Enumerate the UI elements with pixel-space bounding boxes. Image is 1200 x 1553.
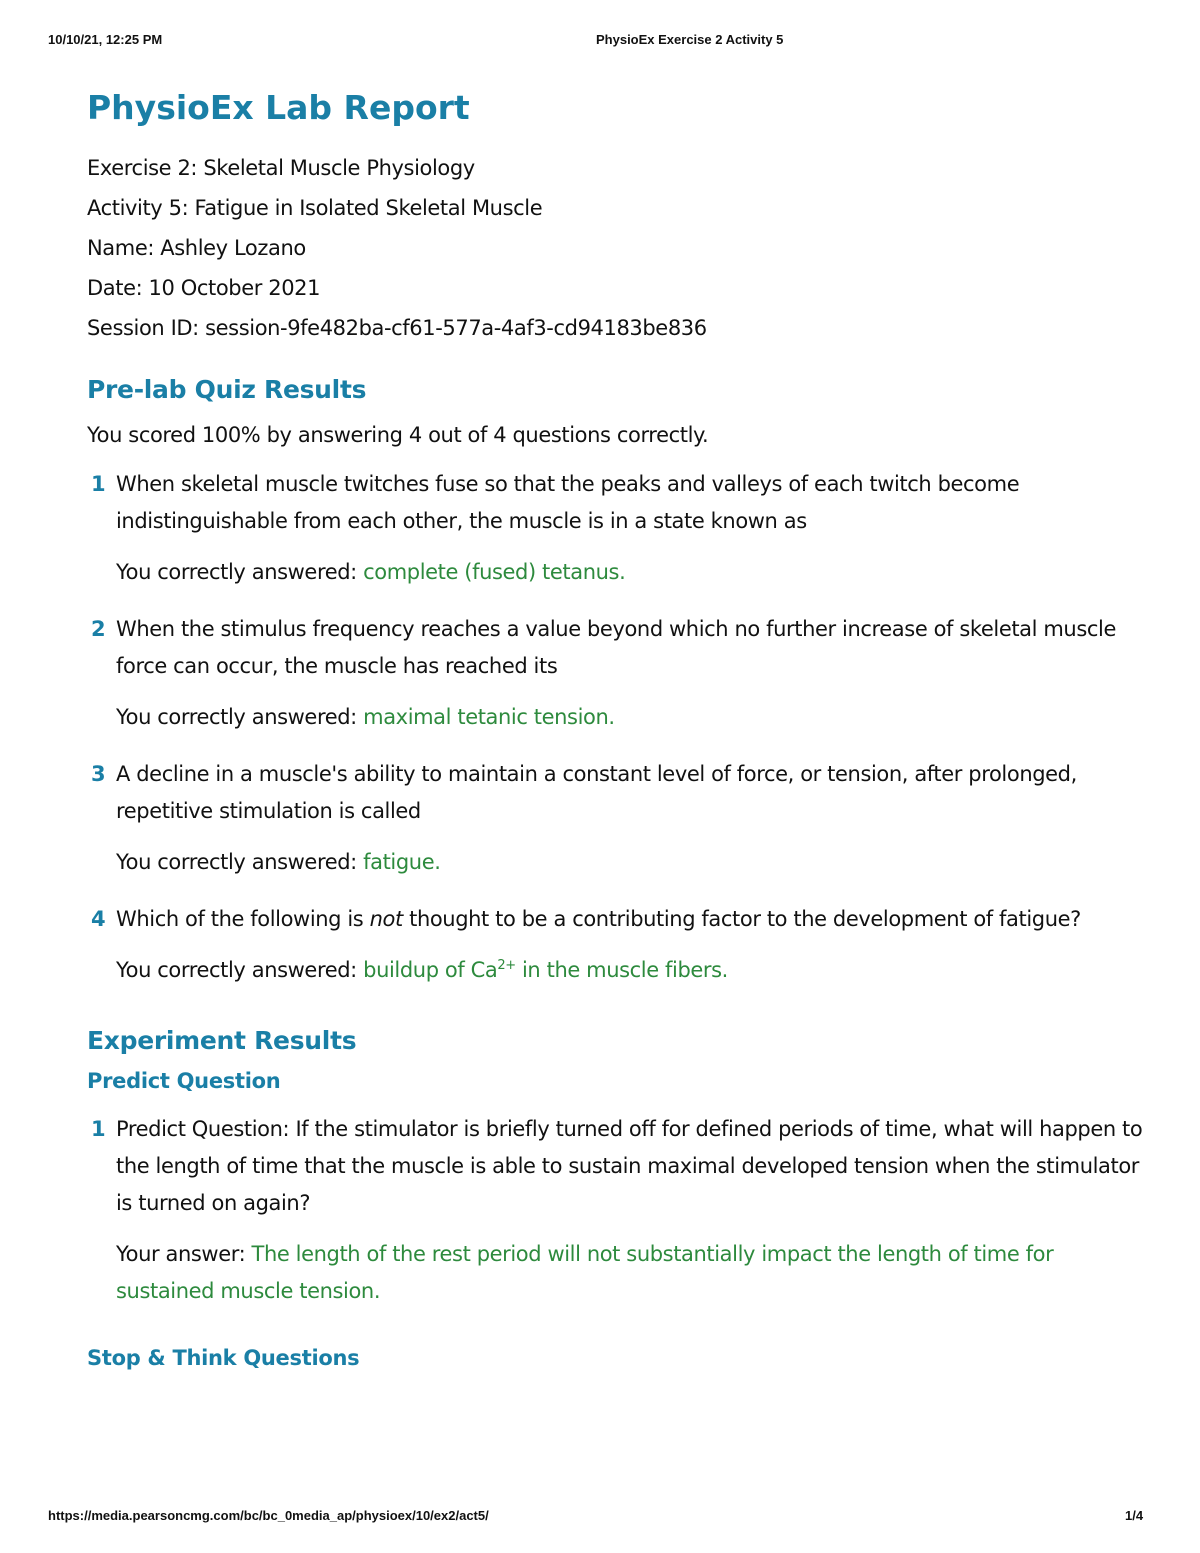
prelab-score: You scored 100% by answering 4 out of 4 questions correctly. [87, 423, 709, 447]
exercise-line: Exercise 2: Skeletal Muscle Physiology [87, 156, 475, 180]
answer-label: You correctly answered: [116, 705, 364, 729]
answer-value: maximal tetanic tension. [363, 705, 615, 729]
quiz-question [87, 756, 1147, 881]
quiz-question [87, 466, 1147, 591]
question-text-start: Which of the following is [116, 907, 370, 931]
answer-value: The length of the rest period will not substantially impact the length of time for sustained muscle tension. [116, 1242, 1054, 1303]
print-footer-url: https://media.pearsoncmg.com/bc/bc_0media_ap/physioex/10/ex2/act5/ [48, 1508, 489, 1523]
answer-start: buildup of Ca [363, 958, 498, 982]
experiment-heading: Experiment Results [87, 1026, 357, 1055]
quiz-question [87, 901, 1147, 989]
question-number: 1 [91, 472, 106, 496]
quiz-question [87, 611, 1147, 736]
predict-question [87, 1111, 1147, 1310]
question-text: When skeletal muscle twitches fuse so that the peaks and valleys of each twitch become indistinguishable from each other, the muscle is in a state known as [116, 472, 1020, 533]
lab-report [87, 86, 1147, 1376]
question-text: When the stimulus frequency reaches a value beyond which no further increase of skeletal muscle force can occur, the muscle has reached its [116, 617, 1116, 678]
answer-label: You correctly answered: [116, 850, 364, 874]
question-text [116, 901, 1147, 938]
question-text-end: thought to be a contributing factor to the development of fatigue? [402, 907, 1081, 931]
question-text: Predict Question: If the stimulator is briefly turned off for defined periods of time, what will happen to the length of time that the muscle is able to sustain maximal developed tension when the stimulator is turned on again? [116, 1117, 1143, 1215]
session-line: Session ID: session-9fe482ba-cf61-577a-4af3-cd94183be836 [87, 316, 707, 340]
predict-list [87, 1111, 1147, 1310]
question-emphasis: not [369, 907, 403, 931]
answer-label: Your answer: [116, 1242, 252, 1266]
question-answer [116, 699, 1147, 736]
stop-think-heading: Stop & Think Questions [87, 1346, 360, 1370]
answer-value [363, 958, 728, 982]
question-answer [116, 952, 1147, 989]
question-number: 3 [91, 762, 106, 786]
print-footer-page: 1/4 [1125, 1508, 1144, 1523]
quiz-list [87, 466, 1147, 989]
question-number: 2 [91, 617, 106, 641]
answer-label: You correctly answered: [116, 560, 364, 584]
answer-label: You correctly answered: [116, 958, 364, 982]
report-meta [87, 148, 1147, 348]
answer-superscript: 2+ [497, 958, 516, 973]
question-number: 4 [91, 907, 106, 931]
question-text: A decline in a muscle's ability to maintain a constant level of force, or tension, after prolonged, repetitive stimulation is called [116, 762, 1077, 823]
answer-value: fatigue. [363, 850, 441, 874]
predict-heading: Predict Question [87, 1069, 281, 1093]
question-answer [116, 844, 1147, 881]
prelab-heading: Pre-lab Quiz Results [87, 375, 367, 404]
question-answer [116, 1236, 1147, 1310]
question-number: 1 [91, 1117, 106, 1141]
answer-value: complete (fused) tetanus. [363, 560, 626, 584]
date-line: Date: 10 October 2021 [87, 276, 321, 300]
report-title: PhysioEx Lab Report [87, 88, 470, 127]
print-header-title: PhysioEx Exercise 2 Activity 5 [596, 32, 784, 47]
name-line: Name: Ashley Lozano [87, 236, 306, 260]
print-header-datetime: 10/10/21, 12:25 PM [48, 32, 163, 47]
question-answer [116, 554, 1147, 591]
activity-line: Activity 5: Fatigue in Isolated Skeletal Muscle [87, 196, 543, 220]
answer-end: in the muscle fibers. [515, 958, 728, 982]
